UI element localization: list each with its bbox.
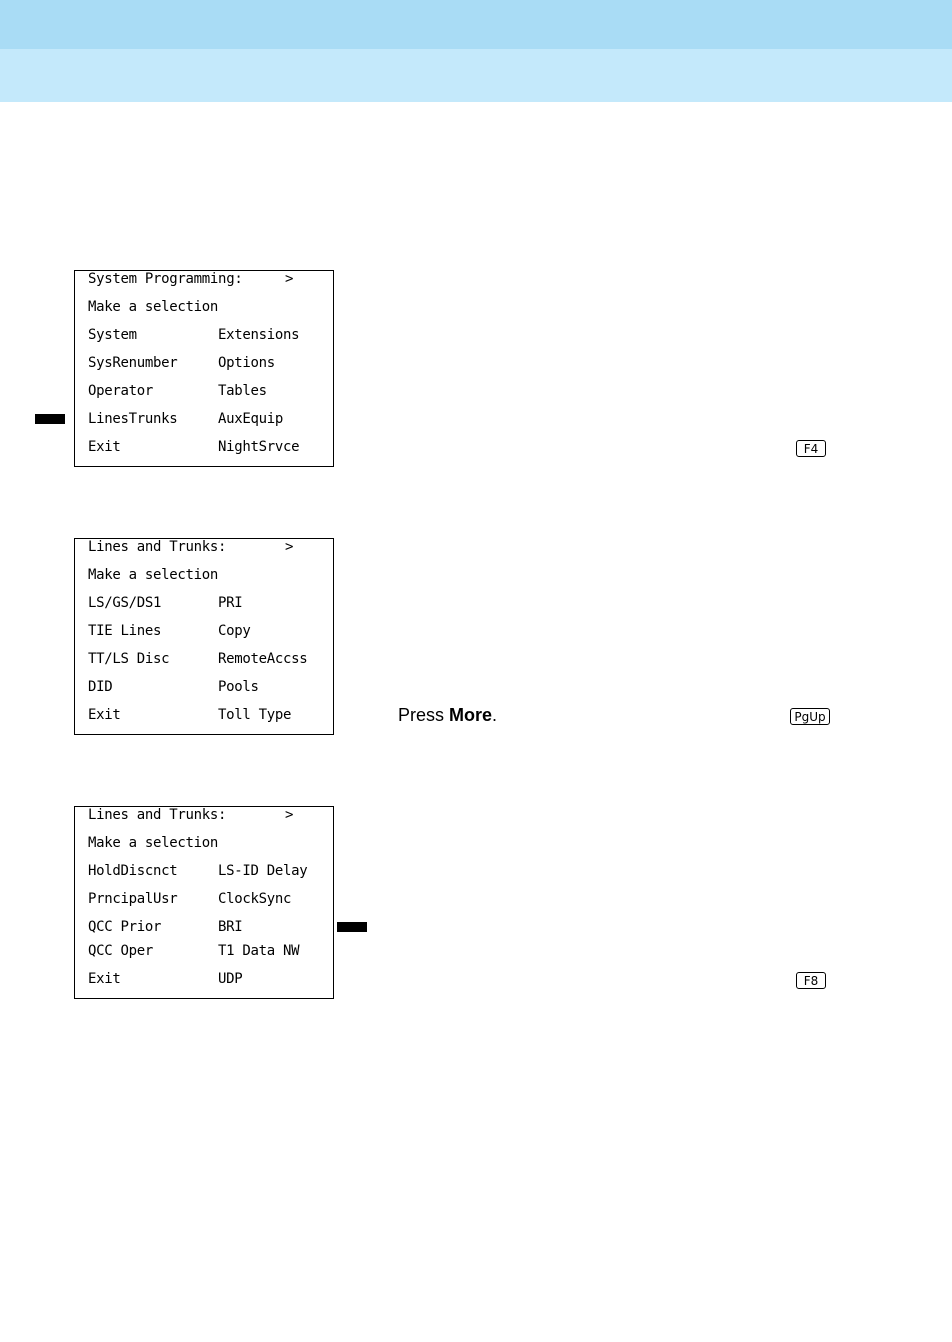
menu-option-extensions[interactable]: Extensions [218, 327, 300, 343]
menu-option-exit[interactable]: Exit [88, 707, 121, 723]
screen-prompt: Make a selection [88, 835, 219, 851]
instruction-prefix: Press [398, 705, 450, 725]
menu-option-operator[interactable]: Operator [88, 383, 154, 399]
screen-title: Lines and Trunks: [88, 539, 227, 555]
menu-option-clocksync[interactable]: ClockSync [218, 891, 292, 907]
more-indicator: > [285, 539, 294, 555]
menu-option-holddiscnct[interactable]: HoldDiscnct [88, 863, 178, 879]
key-f8[interactable]: F8 [796, 972, 826, 989]
menu-option-qcc-prior[interactable]: QCC Prior [88, 919, 162, 935]
menu-option-ls-id-delay[interactable]: LS-ID Delay [218, 863, 308, 879]
selection-pointer-linestrunks [35, 414, 65, 424]
selection-pointer-bri [337, 922, 367, 932]
menu-option-qcc-oper[interactable]: QCC Oper [88, 943, 154, 959]
menu-option-toll-type[interactable]: Toll Type [218, 707, 292, 723]
display-screen-system-programming [74, 270, 334, 467]
menu-option-did[interactable]: DID [88, 679, 113, 695]
menu-option-copy[interactable]: Copy [218, 623, 251, 639]
menu-option-pri[interactable]: PRI [218, 595, 243, 611]
menu-option-udp[interactable]: UDP [218, 971, 243, 987]
screen-title: Lines and Trunks: [88, 807, 227, 823]
menu-option-system[interactable]: System [88, 327, 137, 343]
more-indicator: > [285, 271, 294, 287]
more-indicator: > [285, 807, 294, 823]
header-band-top [0, 0, 952, 49]
menu-option-options[interactable]: Options [218, 355, 275, 371]
menu-option-tie-lines[interactable]: TIE Lines [88, 623, 162, 639]
menu-option-prncipalusr[interactable]: PrncipalUsr [88, 891, 178, 907]
screen-prompt: Make a selection [88, 567, 219, 583]
menu-option-t1-data-nw[interactable]: T1 Data NW [218, 943, 300, 959]
key-pgup[interactable]: PgUp [790, 708, 830, 725]
menu-option-ls-gs-ds1[interactable]: LS/GS/DS1 [88, 595, 162, 611]
display-screen-lines-trunks-1 [74, 538, 334, 735]
menu-option-bri[interactable]: BRI [218, 919, 243, 935]
menu-option-exit[interactable]: Exit [88, 971, 121, 987]
instruction-suffix: . [492, 705, 498, 725]
menu-option-remoteaccss[interactable]: RemoteAccss [218, 651, 308, 667]
display-screen-lines-trunks-2 [74, 806, 334, 999]
instruction-press-more [398, 705, 497, 726]
screen-title: System Programming: [88, 271, 243, 287]
menu-option-tt-ls-disc[interactable]: TT/LS Disc [88, 651, 170, 667]
key-f4[interactable]: F4 [796, 440, 826, 457]
menu-option-auxequip[interactable]: AuxEquip [218, 411, 284, 427]
menu-option-nightsrvce[interactable]: NightSrvce [218, 439, 300, 455]
menu-option-linestrunks[interactable]: LinesTrunks [88, 411, 178, 427]
menu-option-exit[interactable]: Exit [88, 439, 121, 455]
instruction-key-name: More [449, 705, 493, 725]
header-band-bottom [0, 49, 952, 102]
screen-prompt: Make a selection [88, 299, 219, 315]
menu-option-sysrenumber[interactable]: SysRenumber [88, 355, 178, 371]
menu-option-pools[interactable]: Pools [218, 679, 259, 695]
menu-option-tables[interactable]: Tables [218, 383, 267, 399]
